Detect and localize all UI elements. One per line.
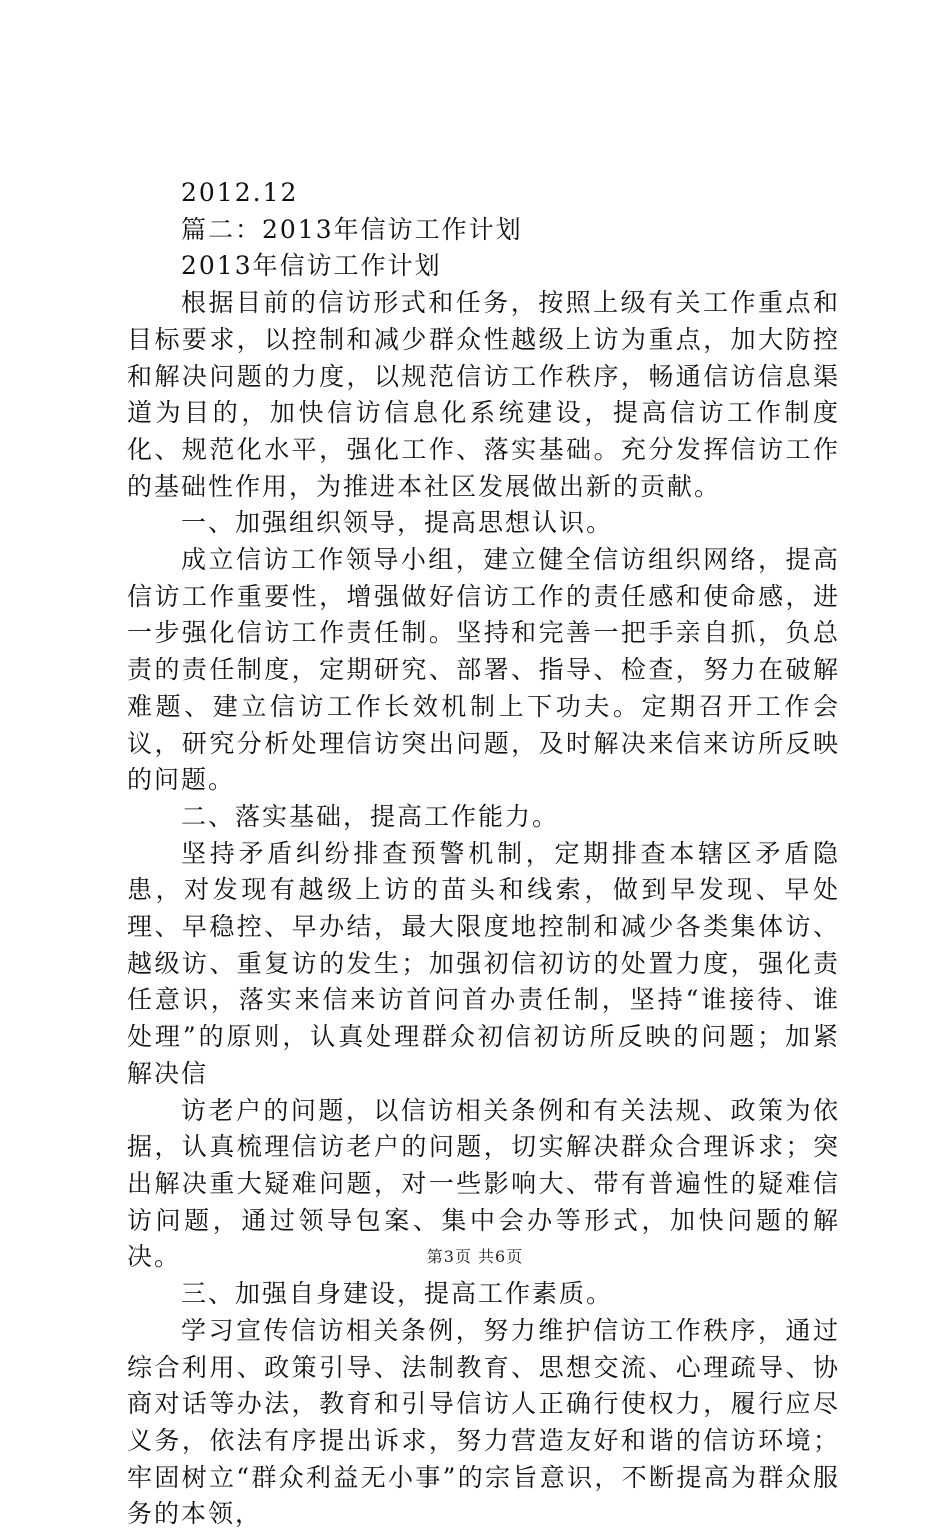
paragraph-two-b: 访老户的问题，以信访相关条例和有关法规、政策为依据，认真梳理信访老户的问题，切实解决群众合理诉求；突出解决重大疑难问题，对一些影响大、带有普遍性的疑难信访问题，通过领导包案、集中会办等形式，加快问题的解决。: [127, 1095, 840, 1272]
section-heading: 篇二：2013年信访工作计划: [181, 214, 523, 244]
paragraph-one: 成立信访工作领导小组，建立健全信访组织网络，提高信访工作重要性，增强做好信访工作的责任感和使命感，进一步强化信访工作责任制。坚持和完善一把手亲自抓，负总责的责任制度，定期研究、部署、指导、检查，努力在破解难题、建立信访工作长效机制上下功夫。定期召开工作会议，研究分析处理信访突出问题，及时解决来信来访所反映的问题。: [127, 545, 840, 795]
intro-paragraph: 根据目前的信访形式和任务，按照上级有关工作重点和目标要求，以控制和减少群众性越级上访为重点，加大防控和解决问题的力度，以规范信访工作秩序，畅通信访信息渠道为目的，加快信访信息化系统建设，提高信访工作制度化、规范化水平，强化工作、落实基础。充分发挥信访工作的基础性作用，为推进本社区发展做出新的贡献。: [127, 288, 840, 501]
heading-two: 二、落实基础，提高工作能力。: [181, 801, 560, 831]
document-body: [127, 175, 840, 1533]
document-title: 2013年信访工作计划: [181, 251, 442, 281]
paragraph-two-a: 坚持矛盾纠纷排查预警机制，定期排查本辖区矛盾隐患，对发现有越级上访的苗头和线索，做到早发现、早处理、早稳控、早办结，最大限度地控制和减少各类集体访、越级访、重复访的发生；加强初信初访的处置力度，强化责任意识，落实来信来访首问首办责任制，坚持“谁接待、谁处理”的原则，认真处理群众初信初访所反映的问题；加紧解决信: [127, 838, 840, 1088]
heading-one: 一、加强组织领导，提高思想认识。: [181, 508, 614, 538]
page-number-footer: 第3页 共6页: [426, 1247, 524, 1266]
date-line: 2012.12: [181, 178, 299, 207]
paragraph-three: 学习宣传信访相关条例，努力维护信访工作秩序，通过综合利用、政策引导、法制教育、思想交流、心理疏导、协商对话等办法，教育和引导信访人正确行使权力，履行应尽义务，依法有序提出诉求，努力营造友好和谐的信访环境；牢固树立“群众利益无小事”的宗旨意识，不断提高为群众服务的本领，: [127, 1315, 840, 1529]
heading-three: 三、加强自身建设，提高工作素质。: [181, 1279, 614, 1309]
